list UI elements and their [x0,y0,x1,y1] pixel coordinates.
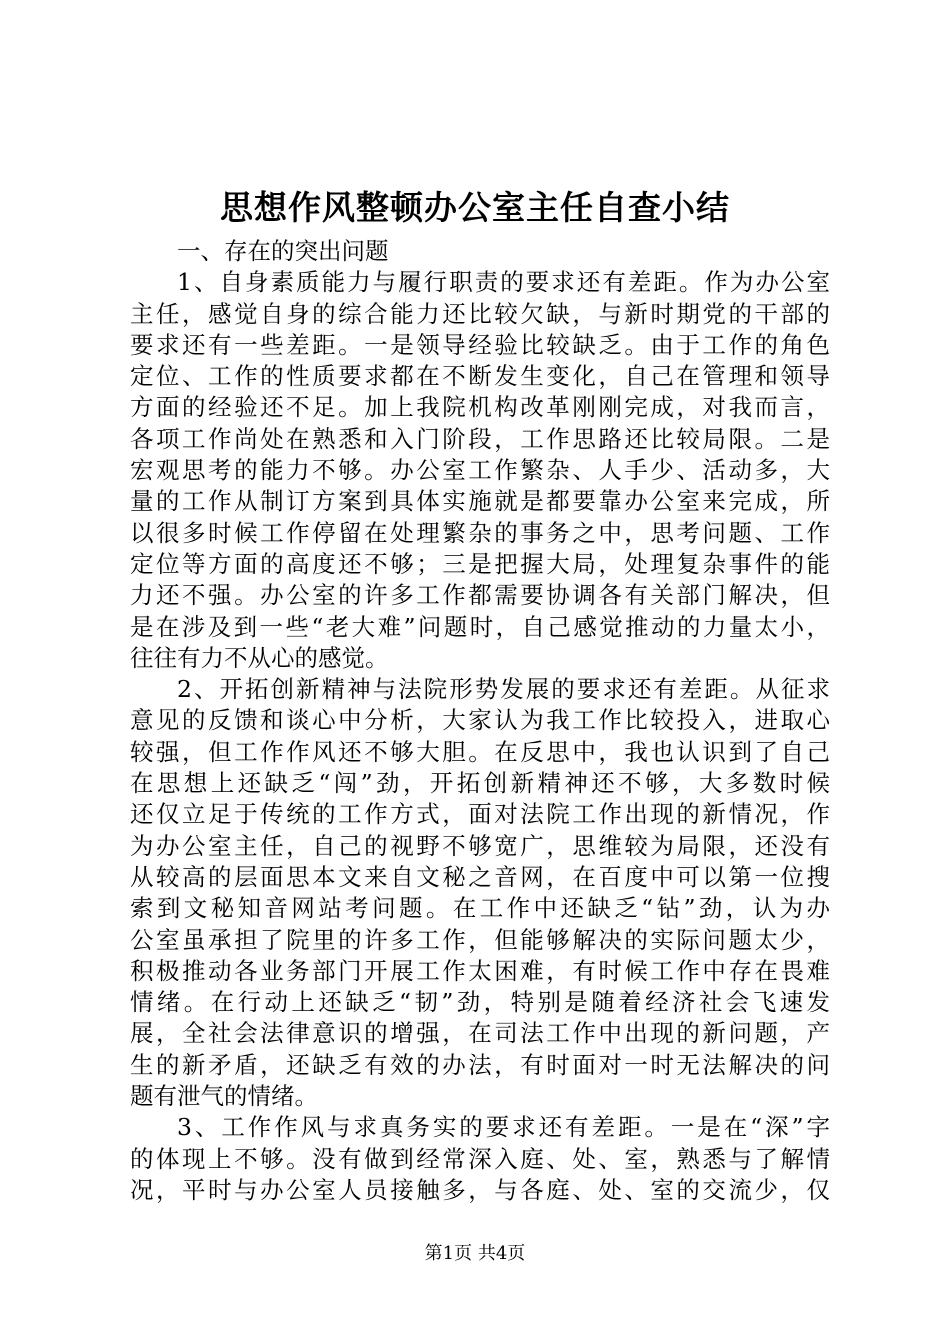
text-line: 索到文秘知音网站考问题。在工作中还缺乏“钻”劲，认为办 [130,894,830,923]
text-line: 展，全社会法律意识的增强，在司法工作中出现的新问题，产 [130,1019,830,1048]
text-line: 意见的反馈和谈心中分析，大家认为我工作比较投入，进取心 [130,706,830,735]
text-line: 一、存在的突出问题 [177,237,389,265]
text-line: 2、开拓创新精神与法院形势发展的要求还有差距。从征求 [177,675,830,704]
text-line: 以很多时候工作停留在处理繁杂的事务之中，思考问题、工作 [130,518,830,547]
text-line: 宏观思考的能力不够。办公室工作繁杂、人手少、活动多，大 [130,456,830,485]
text-line: 为办公室主任，自己的视野不够宽广，思维较为局限，还没有 [130,831,830,860]
text-line: 从较高的层面思本文来自文秘之音网，在百度中可以第一位搜 [130,862,830,891]
text-line: 题有泄气的情绪。 [130,1082,318,1111]
text-line: 的体现上不够。没有做到经常深入庭、处、室，熟悉与了解情 [130,1144,830,1173]
text-line: 要求还有一些差距。一是领导经验比较缺乏。由于工作的角色 [130,330,830,359]
text-line: 主任，感觉自身的综合能力还比较欠缺，与新时期党的干部的 [130,299,830,328]
text-line: 情绪。在行动上还缺乏“韧”劲，特别是随着经济社会飞速发 [130,988,830,1017]
text-line: 往往有力不从心的感觉。 [130,643,389,672]
text-line: 积极推动各业务部门开展工作太困难，有时候工作中存在畏难 [130,956,830,985]
text-line: 3、工作作风与求真务实的要求还有差距。一是在“深”字 [177,1113,830,1142]
text-line: 1、自身素质能力与履行职责的要求还有差距。作为办公室 [177,268,830,297]
page-footer: 第1页 共4页 [424,1243,526,1264]
text-line: 较强，但工作作风还不够大胆。在反思中，我也认识到了自己 [130,737,830,766]
document-body [130,236,830,1206]
text-line: 是在涉及到一些“老大难”问题时，自己感觉推动的力量太小， [130,612,830,641]
text-line: 在思想上还缺乏“闯”劲，开拓创新精神还不够，大多数时候 [130,769,830,798]
text-line: 定位等方面的高度还不够；三是把握大局，处理复杂事件的能 [130,549,830,578]
text-line: 各项工作尚处在熟悉和入门阶段，工作思路还比较局限。二是 [130,424,830,453]
text-line: 还仅立足于传统的工作方式，面对法院工作出现的新情况，作 [130,800,830,829]
text-line: 方面的经验还不足。加上我院机构改革刚刚完成，对我而言， [130,393,830,422]
text-line: 定位、工作的性质要求都在不断发生变化，自己在管理和领导 [130,362,830,391]
text-line: 力还不强。办公室的许多工作都需要协调各有关部门解决，但 [130,581,830,610]
text-line: 公室虽承担了院里的许多工作，但能够解决的实际问题太少， [130,925,830,954]
text-line: 量的工作从制订方案到具体实施就是都要靠办公室来完成，所 [130,487,830,516]
document-title: 思想作风整顿办公室主任自查小结 [220,188,730,227]
text-line: 况，平时与办公室人员接触多，与各庭、处、室的交流少，仅 [130,1175,830,1204]
text-line: 生的新矛盾，还缺乏有效的办法，有时面对一时无法解决的问 [130,1050,830,1079]
